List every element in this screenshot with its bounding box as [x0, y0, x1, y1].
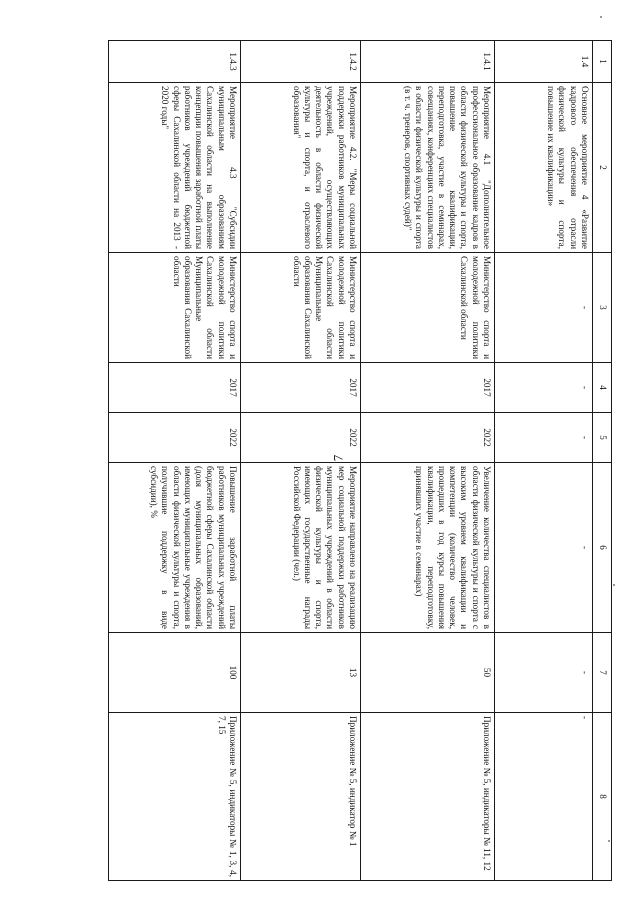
end-year: 2022	[109, 413, 241, 463]
expected-result: Увеличение количества специалистов в области физической культуры и спорта с высоким уровнем квалификации и компетенции (количество человек, прошедших в год курсы повышения квалификации, переподготовку, принявших участие в семинарах)	[361, 463, 495, 633]
start-year: -	[495, 363, 593, 413]
appendix-reference: -	[495, 713, 593, 881]
expected-result: -	[495, 463, 593, 633]
table-header-row	[593, 41, 612, 881]
indicator-value: 13	[241, 633, 361, 713]
header-cell: 6	[593, 463, 612, 633]
activity-name: Мероприятие 4.2. "Меры социальной поддержки работников муниципальных учреждений, осуществляющих деятельность в области физической культуры и спорта, и отраслевого образования"	[241, 83, 361, 253]
activity-name: Основное мероприятие 4 «Развитие кадрового обеспечения отрасли физической культуры и спорта, повышение их квалификации»	[495, 83, 593, 253]
row-number: 1.4.2	[241, 41, 361, 83]
appendix-reference: Приложение № 5, индикаторы № 1, 3, 4, 7, 15	[109, 713, 241, 881]
executor: Министерство спорта и молодежной политики Сахалинской области Муниципальные образования Сахалинской области	[241, 253, 361, 363]
end-year: -	[495, 413, 593, 463]
header-cell: 4	[593, 363, 612, 413]
scan-speck	[608, 840, 610, 842]
expected-result: Мероприятие направлено на реализацию мер социальной поддержки работников муниципальных учреждений в области физической культуры и спорта, имеющих государственные награды Российской Федерации (чел.)	[241, 463, 361, 633]
indicator-value: 100	[109, 633, 241, 713]
rotated-table-container	[112, 40, 612, 880]
header-cell: 1	[593, 41, 612, 83]
table-row	[361, 41, 495, 881]
table-row	[109, 41, 241, 881]
executor: -	[495, 253, 593, 363]
start-year: 2017	[109, 363, 241, 413]
start-year: 2017	[361, 363, 495, 413]
executor: Министерство спорта и молодежной политики Сахалинской области Муниципальные образования Сахалинской области	[109, 253, 241, 363]
row-number: 1.4.1	[361, 41, 495, 83]
row-number: 1.4.3	[109, 41, 241, 83]
row-number: 1.4	[495, 41, 593, 83]
activity-name: Мероприятие 4.1 "Дополнительное профессиональное образование кадров в области физической культуры и спорта, повышение квалификации, переподготовка, участие в семинарах, совещаниях, конференциях специалистов в области физической культуры и спорта (в т. ч. тренеров, спортивных судей)"	[361, 83, 495, 253]
end-year: 2022	[241, 413, 361, 463]
scan-speck	[600, 16, 602, 18]
header-cell: 7	[593, 633, 612, 713]
header-cell: 2	[593, 83, 612, 253]
executor: Министерство спорта и молодежной политики Сахалинской области	[361, 253, 495, 363]
header-cell: 5	[593, 413, 612, 463]
page-number: 7	[330, 454, 346, 462]
table-row	[241, 41, 361, 881]
indicator-value: -	[495, 633, 593, 713]
activity-name: Мероприятие 4.3 "Субсидии муниципальным образованиям Сахалинской области на выполнение концепции повышения заработной платы работников учреждений бюджетной сферы Сахалинской области на 2013 - 2020 годы"	[109, 83, 241, 253]
start-year: 2017	[241, 363, 361, 413]
indicator-value: 50	[361, 633, 495, 713]
table-row	[495, 41, 593, 881]
program-activities-table	[108, 40, 612, 881]
expected-result: Повышение заработной платы работников муниципальных учреждений бюджетной сферы Сахалинской области (доля муниципальных образований, имеющих муниципальные учреждения в области физической культуры и спорта, получившие поддержку в виде субсидии), %	[109, 463, 241, 633]
appendix-reference: Приложение № 5, индикатор № 1	[241, 713, 361, 881]
appendix-reference: Приложение № 5, индикаторы № 11, 12	[361, 713, 495, 881]
scan-speck	[613, 584, 615, 586]
header-cell: 8	[593, 713, 612, 881]
end-year: 2022	[361, 413, 495, 463]
header-cell: 3	[593, 253, 612, 363]
